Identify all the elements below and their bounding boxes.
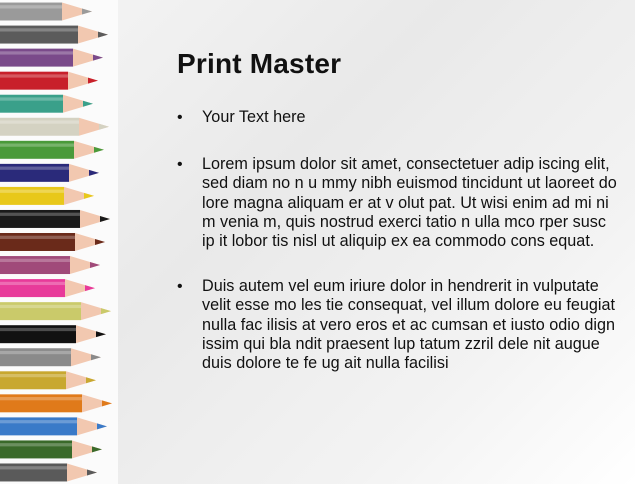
pencil [0,256,100,274]
bullet-list [177,108,617,399]
pencil [0,279,95,297]
slide-content [150,0,620,484]
pencil [0,463,97,481]
pencil [0,440,102,458]
bullet-item: • Duis autem vel eum iriure dolor in hendrerit in vulputate velit esse mo les tie consequat, vel illum dolore eu feugiat nulla fac ilisis at vero eros et ac cumsan et iusto odio dign issim qui bla ndit praesent lup tatum zzril dele nit augue duis dolore te fe ug ait nulla facilisi [177,277,617,373]
pencil [0,118,109,136]
pencil [0,95,93,113]
pencil [0,3,92,21]
pencil [0,26,108,44]
pencil [0,348,101,366]
pencil [0,187,94,205]
bullet-item: • Your Text here [177,108,617,127]
pencil [0,417,107,435]
pencil [0,164,99,182]
pencils-graphic [0,0,118,484]
pencil [0,325,106,343]
pencil [0,394,112,412]
slide-title: Print Master [177,48,342,79]
pencil [0,49,103,67]
pencil [0,141,104,159]
pencil [0,302,111,320]
colored-pencils-image [0,0,118,484]
pencil [0,72,98,90]
bullet-item: • Lorem ipsum dolor sit amet, consectetuer adip iscing elit, sed diam no n u mmy nibh euismod tincidunt ut laoreet do lore magna aliquam er at v olut pat. Ut wisi enim ad mi ni m venia m, quis nostrud exerci tatio n ulla mco rper susc ip it lobor tis nisl ut aliquip ex ea commodo cons equat. [177,155,617,251]
pencil [0,210,110,228]
pencil [0,233,105,251]
pencil [0,371,96,389]
